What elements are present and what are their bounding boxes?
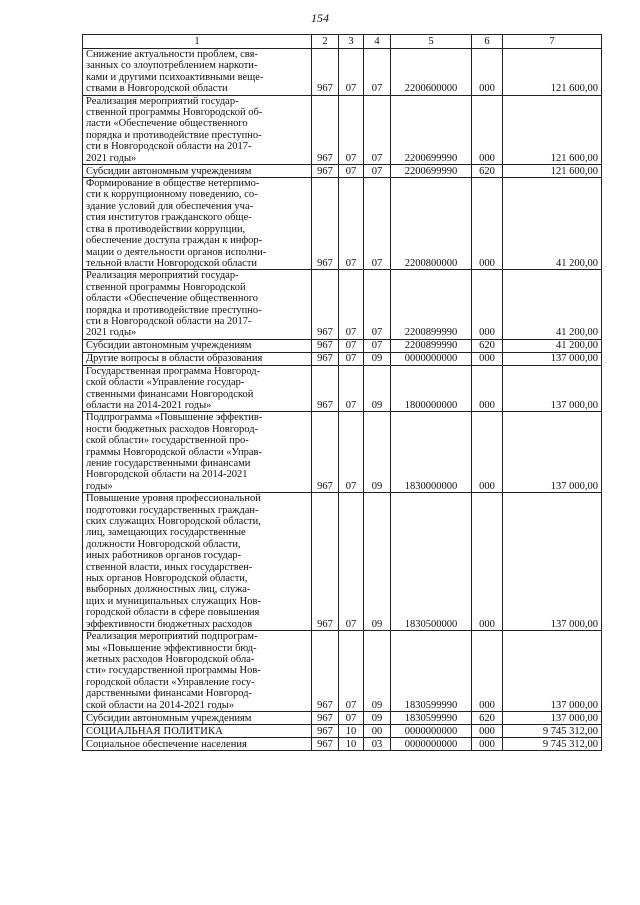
cell-col-3: 07 <box>339 165 364 178</box>
table-row <box>83 724 602 737</box>
cell-col-3: 07 <box>339 339 364 352</box>
cell-col-5: 1800000000 <box>391 365 472 412</box>
cell-name: Формирование в обществе нетерпимо- сти к коррупционному поведению, со- здание условий для обеспечения уча- стия институтов гражданского обще- ства в противодействии коррупции, обеспечение доступа граждан к инфор- мации о деятельности органов исполни- тельной власти Новгородской области <box>83 178 312 270</box>
cell-amount: 121 600,00 <box>503 95 602 164</box>
cell-col-2: 967 <box>312 365 339 412</box>
cell-col-4: 07 <box>364 165 391 178</box>
cell-col-4: 09 <box>364 631 391 712</box>
table-row <box>83 165 602 178</box>
cell-col-4: 07 <box>364 49 391 96</box>
cell-col-6: 000 <box>472 95 503 164</box>
cell-col-6: 000 <box>472 365 503 412</box>
cell-col-4: 07 <box>364 339 391 352</box>
cell-name: Реализация мероприятий государ- ственной программы Новгородской области «Обеспечение общественного порядка и противодействие преступно- сти в Новгородской области на 2017- 2021 годы» <box>83 270 312 339</box>
cell-col-2: 967 <box>312 493 339 631</box>
cell-col-6: 000 <box>472 49 503 96</box>
cell-col-2: 967 <box>312 339 339 352</box>
cell-name: Субсидии автономным учреждениям <box>83 339 312 352</box>
table-row <box>83 631 602 712</box>
cell-amount: 121 600,00 <box>503 49 602 96</box>
cell-col-5: 1830599990 <box>391 711 472 724</box>
cell-col-4: 07 <box>364 178 391 270</box>
cell-amount: 41 200,00 <box>503 339 602 352</box>
cell-col-6: 000 <box>472 493 503 631</box>
cell-name: Субсидии автономным учреждениям <box>83 165 312 178</box>
cell-col-2: 967 <box>312 737 339 750</box>
table-row <box>83 711 602 724</box>
cell-col-5: 1830500000 <box>391 493 472 631</box>
cell-col-6: 000 <box>472 631 503 712</box>
cell-col-2: 967 <box>312 724 339 737</box>
table-row <box>83 270 602 339</box>
cell-amount: 9 745 312,00 <box>503 724 602 737</box>
cell-amount: 137 000,00 <box>503 631 602 712</box>
cell-amount: 41 200,00 <box>503 178 602 270</box>
cell-col-6: 000 <box>472 270 503 339</box>
cell-col-4: 09 <box>364 352 391 365</box>
cell-name: Снижение актуальности проблем, свя- занных со злоупотреблением наркоти- ками и другими психоактивными веще- ствами в Новгородской области <box>83 49 312 96</box>
table-row <box>83 737 602 750</box>
cell-col-2: 967 <box>312 270 339 339</box>
cell-col-2: 967 <box>312 352 339 365</box>
cell-col-2: 967 <box>312 631 339 712</box>
cell-col-5: 2200899990 <box>391 339 472 352</box>
cell-col-6: 620 <box>472 339 503 352</box>
cell-name: Подпрограмма «Повышение эффектив- ности бюджетных расходов Новгород- ской области» государственной про- граммы Новгородской области «Управ- ление государственными финансами Новгородской области на 2014-2021 годы» <box>83 412 312 493</box>
cell-col-3: 07 <box>339 412 364 493</box>
cell-col-3: 07 <box>339 352 364 365</box>
cell-col-3: 07 <box>339 270 364 339</box>
cell-amount: 41 200,00 <box>503 270 602 339</box>
cell-col-6: 000 <box>472 724 503 737</box>
cell-col-2: 967 <box>312 711 339 724</box>
cell-amount: 137 000,00 <box>503 365 602 412</box>
cell-amount: 137 000,00 <box>503 711 602 724</box>
cell-col-6: 000 <box>472 412 503 493</box>
cell-col-3: 07 <box>339 95 364 164</box>
cell-col-4: 03 <box>364 737 391 750</box>
cell-col-5: 2200699990 <box>391 95 472 164</box>
header-col-3: 3 <box>339 35 364 49</box>
header-col-5: 5 <box>391 35 472 49</box>
budget-table <box>82 34 602 751</box>
cell-col-5: 2200800000 <box>391 178 472 270</box>
cell-col-4: 07 <box>364 270 391 339</box>
cell-name: Социальное обеспечение населения <box>83 737 312 750</box>
cell-amount: 137 000,00 <box>503 352 602 365</box>
cell-col-2: 967 <box>312 95 339 164</box>
cell-col-3: 10 <box>339 724 364 737</box>
cell-col-2: 967 <box>312 49 339 96</box>
cell-amount: 121 600,00 <box>503 165 602 178</box>
cell-col-4: 09 <box>364 711 391 724</box>
cell-col-5: 1830000000 <box>391 412 472 493</box>
cell-col-5: 2200899990 <box>391 270 472 339</box>
cell-name: Повышение уровня профессиональной подготовки государственных граждан- ских служащих Новгородской области, лиц, замещающих государственные должности Новгородской области, иных работников органов государ- ственной власти, иных государствен- ных органов Новгородской области, выборных должностных лиц, служа- щих и муниципальных служащих Нов- городской области в сфере повышения эффективности бюджетных расходов <box>83 493 312 631</box>
cell-col-3: 07 <box>339 365 364 412</box>
cell-col-3: 07 <box>339 711 364 724</box>
table-row <box>83 365 602 412</box>
cell-col-5: 1830599990 <box>391 631 472 712</box>
cell-col-5: 0000000000 <box>391 724 472 737</box>
cell-col-6: 000 <box>472 737 503 750</box>
table-body <box>83 49 602 751</box>
cell-col-2: 967 <box>312 165 339 178</box>
cell-name: СОЦИАЛЬНАЯ ПОЛИТИКА <box>83 724 312 737</box>
cell-amount: 137 000,00 <box>503 493 602 631</box>
cell-name: Другие вопросы в области образования <box>83 352 312 365</box>
cell-col-5: 2200699990 <box>391 165 472 178</box>
cell-name: Государственная программа Новгород- ской области «Управление государ- ственными финансами Новгородской области на 2014-2021 годы» <box>83 365 312 412</box>
table-row <box>83 412 602 493</box>
page-number: 154 <box>311 11 329 25</box>
header-col-6: 6 <box>472 35 503 49</box>
cell-col-6: 000 <box>472 178 503 270</box>
cell-col-4: 09 <box>364 365 391 412</box>
table-row <box>83 49 602 96</box>
cell-col-4: 09 <box>364 493 391 631</box>
cell-col-4: 09 <box>364 412 391 493</box>
table-row <box>83 95 602 164</box>
table-row <box>83 178 602 270</box>
table-row <box>83 352 602 365</box>
cell-col-5: 0000000000 <box>391 352 472 365</box>
table-row <box>83 339 602 352</box>
cell-amount: 137 000,00 <box>503 412 602 493</box>
cell-col-3: 07 <box>339 493 364 631</box>
cell-col-2: 967 <box>312 178 339 270</box>
cell-col-3: 07 <box>339 178 364 270</box>
cell-col-4: 00 <box>364 724 391 737</box>
cell-name: Реализация мероприятий государ- ственной программы Новгородской об- ласти «Обеспечение общественного порядка и противодействие преступно- сти в Новгородской области на 2017- 2021 годы» <box>83 95 312 164</box>
cell-col-6: 620 <box>472 711 503 724</box>
header-col-7: 7 <box>503 35 602 49</box>
table-header-row <box>83 35 602 49</box>
cell-amount: 9 745 312,00 <box>503 737 602 750</box>
cell-name: Реализация мероприятий подпрограм- мы «Повышение эффективности бюд- жетных расходов Новгородской обла- сти» государственной программы Нов- городской области «Управление госу- дарственными финансами Новгород- ской области на 2014-2021 годы» <box>83 631 312 712</box>
cell-col-3: 07 <box>339 631 364 712</box>
cell-col-5: 0000000000 <box>391 737 472 750</box>
cell-col-2: 967 <box>312 412 339 493</box>
header-col-1: 1 <box>83 35 312 49</box>
cell-col-6: 000 <box>472 352 503 365</box>
header-col-2: 2 <box>312 35 339 49</box>
cell-col-4: 07 <box>364 95 391 164</box>
cell-col-3: 07 <box>339 49 364 96</box>
cell-col-3: 10 <box>339 737 364 750</box>
header-col-4: 4 <box>364 35 391 49</box>
cell-col-6: 620 <box>472 165 503 178</box>
cell-name: Субсидии автономным учреждениям <box>83 711 312 724</box>
table-row <box>83 493 602 631</box>
cell-col-5: 2200600000 <box>391 49 472 96</box>
